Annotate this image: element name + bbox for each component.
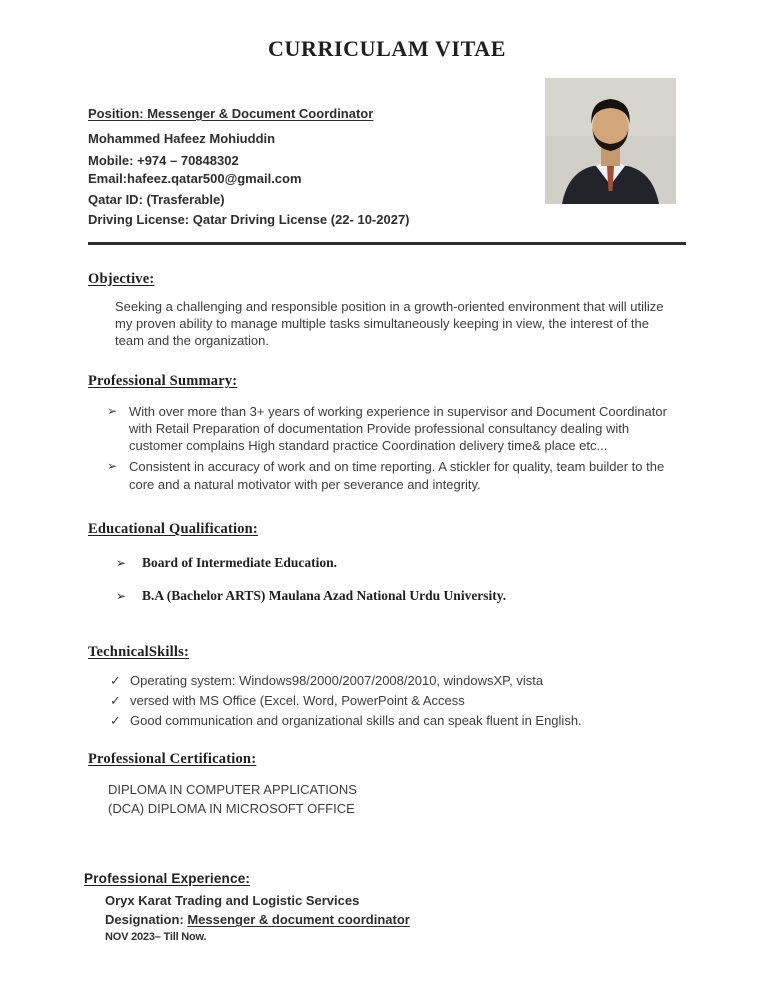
email-address: Email:hafeez.qatar500@gmail.com <box>88 170 302 186</box>
employment-period: NOV 2023– Till Now. <box>105 931 207 944</box>
professional-summary-section <box>88 373 686 493</box>
arrow-bullet-icon: ➢ <box>107 459 118 474</box>
list-item-text: Consistent in accuracy of work and on time reporting. A stickler for quality, team builder to the core and a natural motivator with per severance and integrity. <box>129 459 665 492</box>
objective-section <box>88 271 686 349</box>
list-item-text: Board of Intermediate Education. <box>142 554 337 570</box>
objective-text: Seeking a challenging and responsible position in a growth-oriented environment that will utilize my proven ability to manage multiple tasks simultaneously keeping in view, the interest of the team and the organization. <box>115 298 664 348</box>
certification-lines <box>88 781 686 819</box>
list-item-text: Operating system: Windows98/2000/2007/2008/2010, windowsXP, vista <box>130 672 544 688</box>
designation-value: Messenger & document coordinator <box>187 912 410 928</box>
arrow-bullet-icon: ➢ <box>107 403 118 418</box>
header-divider <box>88 242 686 245</box>
company-name: Oryx Karat Trading and Logistic Services <box>105 893 360 909</box>
objective-heading: Objective: <box>88 270 155 287</box>
technical-skills-section <box>88 644 686 730</box>
check-bullet-icon: ✓ <box>110 672 121 688</box>
profile-photo <box>545 78 676 204</box>
arrow-bullet-icon: ➢ <box>116 588 127 603</box>
document-title: CURRICULAM VITAE <box>268 36 506 61</box>
contact-header <box>88 106 518 229</box>
list-item-text: With over more than 3+ years of working experience in supervisor and Document Coordinator with Retail Preparation of documentation Provide professional consultancy dealing with customer complains High standard practice Coordination delivery time& place etc... <box>129 403 667 454</box>
list-item-text: versed with MS Office (Excel. Word, PowerPoint & Access <box>130 692 465 708</box>
position-line <box>88 106 518 122</box>
arrow-bullet-icon: ➢ <box>116 555 127 570</box>
certification-line: (DCA) DIPLOMA IN MICROSOFT OFFICE <box>108 801 355 817</box>
list-item-text: B.A (Bachelor ARTS) Maulana Azad National Urdu University. <box>142 587 507 603</box>
driving-license: Driving License: Qatar Driving License (22- 10-2027) <box>88 212 410 228</box>
experience-section <box>84 871 686 944</box>
candidate-name: Mohammed Hafeez Mohiuddin <box>88 131 276 147</box>
designation-label: Designation: <box>105 912 188 928</box>
list-item <box>88 693 686 710</box>
certification-heading: Professional Certification: <box>88 751 257 768</box>
technical-skills-heading: TechnicalSkills: <box>88 643 189 660</box>
education-heading: Educational Qualification: <box>88 520 258 537</box>
education-section <box>88 521 686 604</box>
list-item <box>88 403 686 454</box>
technical-skills-list <box>88 673 686 730</box>
list-item-text: Good communication and organizational skills and can speak fluent in English. <box>130 712 582 728</box>
qatar-id: Qatar ID: (Trasferable) <box>88 192 225 207</box>
professional-summary-list <box>88 403 686 493</box>
list-item <box>88 673 686 690</box>
position-value: Messenger & Document Coordinator <box>147 106 374 121</box>
list-item <box>88 713 686 730</box>
position-label: Position: <box>88 106 148 121</box>
list-item <box>88 555 686 571</box>
list-item <box>88 588 686 604</box>
designation-line <box>105 912 686 927</box>
professional-summary-heading: Professional Summary: <box>88 372 238 389</box>
experience-entry <box>88 893 686 943</box>
mobile-number: Mobile: +974 – 70848302 <box>88 152 239 168</box>
list-item <box>88 458 686 492</box>
profile-photo-illustration <box>545 78 676 204</box>
check-bullet-icon: ✓ <box>110 712 121 728</box>
experience-heading: Professional Experience: <box>84 871 251 887</box>
certification-line: DIPLOMA IN COMPUTER APPLICATIONS <box>108 782 357 798</box>
check-bullet-icon: ✓ <box>110 692 121 708</box>
certification-section <box>88 751 686 819</box>
